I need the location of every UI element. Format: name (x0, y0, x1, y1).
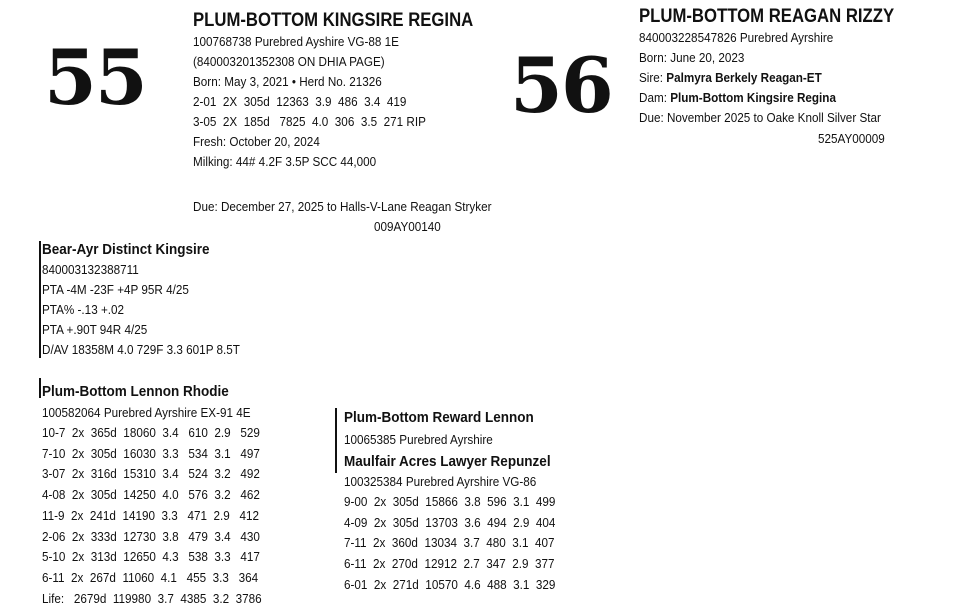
granddam-record: 7-11 2x 360d 13034 3.7 480 3.1 407 (344, 535, 555, 551)
granddam-record: 6-11 2x 270d 12912 2.7 347 2.9 377 (344, 556, 555, 572)
lot-55-name: PLUM-BOTTOM KINGSIRE REGINA (193, 10, 474, 31)
lot-number-56: 56 (510, 41, 612, 130)
lot-55-info (193, 10, 511, 172)
granddam-reg: 100325384 Purebred Ayrshire VG-86 (344, 474, 537, 489)
lot-55-line: Milking: 44# 4.2F 3.5P SCC 44,000 (193, 154, 377, 169)
lot-56-reg: 840003228547826 Purebred Ayrshire (639, 30, 834, 45)
lot-55-line: (840003201352308 ON DHIA PAGE) (193, 54, 385, 69)
dam-record: 4-08 2x 305d 14250 4.0 576 3.2 462 (42, 487, 260, 503)
dam-name: Plum-Bottom Lennon Rhodie (42, 383, 229, 400)
dam-record: 7-10 2x 305d 16030 3.3 534 3.1 497 (42, 445, 260, 461)
grand-block (344, 407, 579, 596)
granddam-record: 6-01 2x 271d 10570 4.6 488 3.1 329 (344, 576, 556, 592)
grand-bracket (335, 408, 337, 473)
grandsire-reg: 10065385 Purebred Ayrshire (344, 432, 493, 447)
lot-55-due-code: 009AY00140 (374, 219, 441, 234)
lot-56-name: PLUM-BOTTOM REAGAN RIZZY (639, 6, 895, 27)
dam-reg: 100582064 Purebred Ayrshire EX-91 4E (42, 405, 251, 420)
dam-record: 10-7 2x 365d 18060 3.4 610 2.9 529 (42, 425, 260, 440)
dam-record: 5-10 2x 313d 12650 4.3 538 3.3 417 (42, 549, 260, 565)
sire-name: Bear-Ayr Distinct Kingsire (42, 241, 210, 258)
sire-bracket (39, 241, 41, 358)
dam-block (42, 381, 286, 609)
dam-record: 11-9 2x 241d 14190 3.3 471 2.9 412 (42, 507, 260, 523)
lot-56-info (639, 6, 929, 128)
dam-record: 6-11 2x 267d 11060 4.1 455 3.3 364 (42, 569, 259, 585)
lot-55-due-text: Due: December 27, 2025 to Halls-V-Lane Reagan Stryker (193, 199, 492, 214)
dam-bracket (39, 378, 41, 398)
dam-life-record: Life: 2679d 119980 3.7 4385 3.2 3786 (42, 590, 262, 606)
sire-line: PTA -4M -23F +4P 95R 4/25 (42, 282, 189, 297)
lot-56-dam: Dam: Plum-Bottom Kingsire Regina (639, 90, 836, 105)
lot-55-line: 3-05 2X 185d 7825 4.0 306 3.5 271 RIP (193, 114, 426, 129)
sire-line: 840003132388711 (42, 262, 139, 277)
sire-line: D/AV 18358M 4.0 729F 3.3 601P 8.5T (42, 342, 240, 357)
lot-55-line: 100768738 Purebred Ayshire VG-88 1E (193, 34, 399, 49)
lot-number-55: 55 (44, 33, 146, 122)
lot-56-due: Due: November 2025 to Oake Knoll Silver Star (639, 110, 881, 125)
granddam-record: 9-00 2x 305d 15866 3.8 596 3.1 499 (344, 494, 556, 509)
lot-56-born: Born: June 20, 2023 (639, 50, 745, 65)
lot-56-sire: Sire: Palmyra Berkely Reagan-ET (639, 70, 822, 85)
granddam-record: 4-09 2x 305d 13703 3.6 494 2.9 404 (344, 514, 556, 530)
lot-55-line: Fresh: October 20, 2024 (193, 134, 320, 149)
lot-55-line: 2-01 2X 305d 12363 3.9 486 3.4 419 (193, 94, 407, 109)
grandsire-name: Plum-Bottom Reward Lennon (344, 409, 534, 426)
sire-block (42, 239, 262, 360)
lot-55-line: Born: May 3, 2021 • Herd No. 21326 (193, 74, 382, 89)
granddam-name: Maulfair Acres Lawyer Repunzel (344, 453, 551, 470)
lot-56-due-code: 525AY00009 (818, 131, 885, 146)
sire-line: PTA% -.13 +.02 (42, 302, 125, 317)
dam-record: 3-07 2x 316d 15310 3.4 524 3.2 492 (42, 466, 260, 482)
lot-55-due (193, 197, 525, 217)
sire-line: PTA +.90T 94R 4/25 (42, 322, 148, 337)
dam-record: 2-06 2x 333d 12730 3.8 479 3.4 430 (42, 528, 260, 544)
